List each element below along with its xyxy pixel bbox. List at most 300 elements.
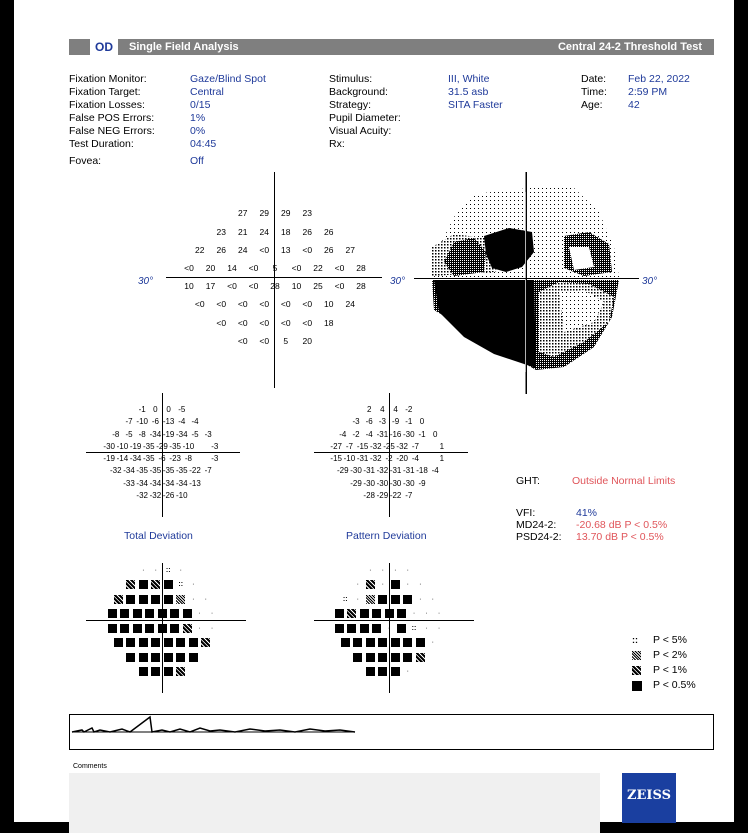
pattern-deviation-value: 1 [439, 454, 445, 464]
total-deviation-value: -34 [162, 478, 175, 488]
prob-solid-cell [378, 653, 387, 662]
total-deviation-value: -3 [204, 429, 212, 439]
eye-badge: OD [90, 39, 118, 55]
prob-solid-cell [164, 580, 173, 589]
comments-box[interactable] [69, 773, 600, 833]
total-deviation-value: -22 [189, 466, 201, 476]
threshold-value: 29 [281, 208, 291, 219]
total-deviation-value: -3 [211, 441, 219, 451]
prob-normal-cell: · [437, 624, 441, 632]
prob-solid-cell [366, 667, 375, 676]
prob-normal-cell: · [381, 566, 384, 574]
pattern-deviation-value: 4 [380, 404, 385, 414]
total-deviation-value: -32 [110, 466, 122, 476]
pattern-deviation-value: -25 [383, 441, 395, 451]
pattern-deviation-value: -30 [350, 466, 362, 476]
threshold-value: 26 [324, 226, 334, 237]
prob-solid-cell [391, 653, 400, 662]
psd-value: 13.70 dB P < 0.5% [576, 531, 664, 543]
pattern-deviation-value: -31 [389, 466, 402, 476]
prob-solid-cell [145, 609, 154, 618]
prob-solid-cell [164, 667, 173, 676]
threshold-value: <0 [302, 317, 313, 328]
prob-colon-cell: :: [342, 595, 348, 603]
pattern-deviation-value: -1 [405, 417, 413, 427]
prob-solid-cell [151, 653, 160, 662]
threshold-value: <0 [302, 244, 313, 255]
tdp-horizontal-axis [86, 620, 246, 621]
info-col2-labels [329, 73, 401, 151]
prob-normal-cell: · [192, 581, 195, 589]
info-col2-values [448, 73, 503, 112]
pattern-deviation-value: -6 [365, 417, 373, 427]
threshold-value: 22 [195, 244, 205, 255]
prob-solid-cell [164, 653, 173, 662]
prob-solid-cell [158, 624, 167, 633]
prob-solid-cell [108, 624, 117, 633]
prob-solid-cell [114, 638, 123, 647]
prob-solid-cell [164, 595, 173, 604]
pattern-deviation-value: -29 [350, 478, 362, 488]
total-deviation-value: 0 [153, 404, 158, 414]
prob-solid-cell [126, 653, 135, 662]
prob-solid-cell [335, 609, 344, 618]
total-deviation-value: -35 [169, 441, 181, 451]
prob-solid-cell [151, 638, 160, 647]
prob-normal-cell: · [198, 624, 201, 632]
prob-normal-cell: · [406, 566, 409, 574]
threshold-value: 20 [205, 262, 216, 273]
threshold-value: 24 [345, 299, 355, 310]
total-deviation-value: -3 [211, 454, 219, 464]
prob-normal-cell: · [387, 624, 391, 632]
threshold-value: <0 [280, 317, 291, 328]
pattern-deviation-value: -30 [389, 478, 402, 488]
ght-value: Outside Normal Limits [572, 475, 676, 487]
prob-solid-cell [151, 667, 160, 676]
threshold-value: <0 [280, 299, 291, 310]
total-deviation-value: -32 [136, 491, 148, 501]
prob-solid-cell [335, 624, 344, 633]
legend-checker-icon [632, 651, 641, 660]
total-deviation-value: -10 [136, 417, 148, 427]
pattern-deviation-value: -15 [356, 441, 369, 451]
prob-dense-cell [183, 624, 192, 633]
pattern-deviation-value: -32 [396, 441, 408, 451]
total-deviation-value: -6 [158, 454, 166, 464]
prob-solid-cell [189, 638, 198, 647]
threshold-value: <0 [334, 281, 345, 292]
threshold-value: 21 [238, 226, 248, 237]
total-deviation-value: -35 [162, 466, 175, 476]
prob-solid-cell [391, 638, 400, 647]
prob-solid-cell [164, 638, 173, 647]
total-deviation-value: -4 [191, 417, 199, 427]
threshold-value: 5 [272, 262, 278, 273]
info-label: False NEG Errors: [69, 125, 155, 137]
prob-solid-cell [139, 595, 148, 604]
threshold-value: <0 [291, 262, 302, 273]
info-label: Fixation Target: [69, 86, 141, 98]
prob-dense-cell [176, 667, 185, 676]
pattern-deviation-value: -7 [411, 441, 419, 451]
threshold-value: 23 [302, 208, 312, 219]
analysis-title: Single Field Analysis [129, 41, 239, 53]
total-deviation-value: -10 [182, 441, 195, 451]
legend-label: P < 1% [653, 664, 687, 676]
threshold-value: 26 [216, 244, 226, 255]
info-value: 1% [190, 112, 206, 124]
gaze-tracking-svg [70, 715, 713, 749]
info-label: Date: [581, 73, 607, 85]
info-label: Background: [329, 86, 388, 98]
total-deviation-value: -34 [176, 478, 188, 488]
vfi-value: 41% [576, 507, 598, 519]
legend-dots-icon: :: [632, 635, 638, 645]
pattern-deviation-value: 0 [432, 429, 438, 439]
total-deviation-value: -34 [123, 466, 135, 476]
threshold-value: 24 [238, 244, 248, 255]
greyscale-axis-label: 30° [390, 276, 406, 287]
prob-solid-cell [360, 609, 369, 618]
threshold-value: 5 [283, 335, 289, 346]
prob-dense-cell [201, 638, 210, 647]
pattern-deviation-value: -3 [378, 417, 386, 427]
threshold-value: 25 [313, 281, 323, 292]
total-deviation-value: -29 [156, 441, 168, 451]
total-deviation-value: -34 [136, 478, 148, 488]
info-label: Fixation Monitor: [69, 73, 147, 85]
pattern-deviation-value: -4 [339, 429, 347, 439]
prob-solid-cell [341, 638, 350, 647]
pattern-deviation-value: -2 [385, 454, 393, 464]
pd-horizontal-axis [314, 452, 468, 453]
threshold-value: <0 [259, 335, 270, 346]
threshold-value: 20 [302, 335, 312, 346]
info-value: III, White [448, 73, 490, 85]
pattern-deviation-value: -20 [396, 454, 408, 464]
info-label: Fovea: [69, 155, 102, 167]
prob-normal-cell: · [142, 566, 145, 574]
info-label: Rx: [329, 138, 345, 150]
prob-normal-cell: · [198, 610, 201, 618]
pattern-deviation-value: -32 [370, 454, 382, 464]
pattern-deviation-value: 2 [366, 404, 372, 414]
psd-label: PSD24-2: [516, 531, 562, 543]
pattern-deviation-value: -31 [363, 466, 375, 476]
threshold-value: <0 [216, 317, 227, 328]
prob-solid-cell [366, 653, 375, 662]
total-deviation-value: -13 [162, 417, 175, 427]
total-deviation-value: -26 [162, 491, 175, 501]
total-deviation-value: -19 [162, 429, 175, 439]
prob-dense-cell [366, 580, 375, 589]
prob-solid-cell [378, 595, 387, 604]
total-deviation-title: Total Deviation [124, 530, 193, 542]
total-deviation-value: 0 [166, 404, 171, 414]
legend-label: P < 0.5% [653, 679, 696, 691]
copyright-text: © Carl Zeiss Meditec, Inc. All rights reserved. [0, 713, 7, 813]
threshold-value: 26 [324, 244, 334, 255]
pattern-deviation-value: -31 [356, 454, 369, 464]
threshold-value: 27 [238, 208, 248, 219]
threshold-value: 26 [302, 226, 312, 237]
pattern-deviation-value: -30 [403, 429, 415, 439]
prob-solid-cell [183, 609, 192, 618]
total-deviation-value: -14 [116, 454, 129, 464]
pdp-horizontal-axis [314, 620, 474, 621]
pattern-deviation-value: -7 [405, 491, 413, 501]
total-deviation-value: -33 [123, 478, 135, 488]
prob-checker-cell [176, 595, 185, 604]
prob-solid-cell [403, 638, 412, 647]
threshold-value: <0 [259, 244, 270, 255]
threshold-value: 29 [259, 208, 269, 219]
prob-normal-cell: · [192, 595, 195, 603]
threshold-value: 10 [184, 281, 194, 292]
total-deviation-value: -13 [189, 478, 201, 488]
total-deviation-value: -8 [184, 454, 192, 464]
threshold-value: 28 [356, 281, 366, 292]
total-deviation-value: -4 [178, 417, 186, 427]
info-label: Fixation Losses: [69, 99, 145, 111]
total-deviation-value: -6 [151, 417, 159, 427]
threshold-value: <0 [248, 262, 259, 273]
pattern-deviation-value: -4 [365, 429, 373, 439]
total-deviation-value: -10 [176, 491, 188, 501]
prob-solid-cell [397, 624, 406, 633]
threshold-value: 23 [216, 226, 226, 237]
pattern-deviation-value: -2 [405, 404, 413, 414]
info-label: Time: [581, 86, 607, 98]
info-label: Test Duration: [69, 138, 134, 150]
pattern-deviation-value: -16 [389, 429, 402, 439]
prob-solid-cell [170, 609, 179, 618]
legend-solid-icon [632, 681, 642, 691]
prob-solid-cell [353, 653, 362, 662]
pattern-deviation-value: -4 [411, 454, 419, 464]
threshold-value: <0 [334, 262, 345, 273]
prob-solid-cell [133, 624, 142, 633]
prob-normal-cell: · [425, 610, 428, 618]
total-deviation-value: -7 [204, 466, 212, 476]
prob-solid-cell [126, 595, 135, 604]
prob-solid-cell [360, 624, 369, 633]
prob-solid-cell [366, 638, 375, 647]
threshold-value: 18 [281, 226, 291, 237]
info-value: Gaze/Blind Spot [190, 73, 266, 85]
pattern-deviation-value: 4 [393, 404, 398, 414]
info-value: 0/15 [190, 99, 211, 111]
td-horizontal-axis [86, 452, 240, 453]
total-deviation-value: -34 [176, 429, 188, 439]
threshold-axis-label: 30° [138, 276, 154, 287]
prob-normal-cell: · [431, 639, 434, 647]
total-deviation-value: -35 [143, 441, 155, 451]
threshold-value: 24 [259, 226, 269, 237]
prob-normal-cell: · [381, 581, 384, 589]
prob-solid-cell [189, 653, 198, 662]
prob-normal-cell: · [406, 581, 409, 589]
prob-solid-cell [372, 609, 381, 618]
prob-solid-cell [139, 638, 148, 647]
total-deviation-value: -35 [149, 466, 162, 476]
prob-normal-cell: · [425, 624, 428, 632]
zeiss-logo: ZEISS [622, 773, 676, 823]
info-label: Visual Acuity: [329, 125, 392, 137]
prob-solid-cell [347, 624, 356, 633]
total-deviation-value: -23 [169, 454, 181, 464]
threshold-value: <0 [237, 335, 248, 346]
total-deviation-value: -32 [149, 491, 162, 501]
prob-normal-cell: · [210, 610, 214, 618]
pattern-deviation-value: -7 [345, 441, 353, 451]
threshold-value: <0 [248, 281, 259, 292]
prob-solid-cell [176, 653, 185, 662]
prob-solid-cell [403, 653, 412, 662]
info-value: 2:59 PM [628, 86, 668, 98]
total-deviation-value: -34 [149, 429, 162, 439]
threshold-value: <0 [302, 299, 313, 310]
pattern-deviation-value: -4 [431, 466, 439, 476]
total-deviation-value: -35 [176, 466, 188, 476]
info-value: SITA Faster [448, 99, 503, 111]
total-deviation-value: -19 [103, 454, 115, 464]
vfi-label: VFI: [516, 507, 536, 519]
prob-solid-cell [385, 609, 394, 618]
pattern-deviation-value: -15 [330, 454, 342, 464]
prob-solid-cell [372, 624, 381, 633]
prob-dense-cell [151, 580, 160, 589]
prob-normal-cell: · [431, 595, 434, 603]
prob-normal-cell: · [154, 566, 157, 574]
prob-normal-cell: · [412, 610, 416, 618]
threshold-value: <0 [184, 262, 194, 273]
threshold-value: <0 [227, 281, 237, 292]
pattern-deviation-value: -32 [370, 441, 382, 451]
prob-solid-cell [391, 667, 400, 676]
prob-normal-cell: · [406, 668, 409, 676]
pattern-deviation-value: -30 [363, 478, 375, 488]
prob-normal-cell: · [179, 566, 182, 574]
total-deviation-value: -35 [136, 466, 148, 476]
info-value: 04:45 [190, 138, 217, 150]
prob-solid-cell [151, 595, 160, 604]
threshold-value: <0 [259, 299, 270, 310]
info-label: Stimulus: [329, 73, 373, 85]
prob-solid-cell [120, 624, 129, 633]
threshold-value: 28 [356, 262, 366, 273]
legend-label: P < 2% [653, 649, 687, 661]
prob-solid-cell [139, 653, 148, 662]
total-deviation-value: -35 [143, 454, 155, 464]
threshold-value: 28 [270, 281, 280, 292]
total-deviation-value: -10 [116, 441, 129, 451]
total-deviation-value: -1 [138, 404, 146, 414]
pattern-deviation-value: -10 [343, 454, 356, 464]
threshold-value: 10 [291, 281, 302, 292]
info-label: False POS Errors: [69, 112, 155, 124]
pattern-deviation-value: -29 [337, 466, 349, 476]
pattern-deviation-value: -2 [352, 429, 360, 439]
pattern-deviation-value: -30 [403, 478, 415, 488]
total-deviation-value: -8 [138, 429, 146, 439]
pattern-deviation-value: -29 [376, 491, 389, 501]
legend-dense-icon [632, 666, 641, 675]
prob-dense-cell [114, 595, 123, 604]
info-col3-labels [581, 73, 607, 112]
prob-solid-cell [378, 638, 387, 647]
info-value: 42 [628, 99, 640, 111]
gaze-tracking-strip [69, 714, 714, 750]
total-deviation-value: -5 [178, 404, 186, 414]
info-label: Pupil Diameter: [329, 112, 401, 124]
pattern-deviation-value: -22 [389, 491, 402, 501]
pattern-deviation-value: 1 [439, 441, 445, 451]
prob-normal-cell: · [356, 581, 359, 589]
threshold-value: <0 [237, 299, 248, 310]
info-value: Off [190, 155, 204, 167]
total-deviation-value: -5 [125, 429, 133, 439]
info-col1-values [190, 73, 266, 168]
prob-solid-cell [126, 638, 135, 647]
pattern-deviation-value: -31 [403, 466, 415, 476]
greyscale-axis-label: 30° [642, 276, 658, 287]
prob-solid-cell [145, 624, 154, 633]
prob-dense-cell [126, 580, 135, 589]
prob-solid-cell [176, 638, 185, 647]
pattern-deviation-value: -28 [363, 491, 375, 501]
prob-solid-cell [139, 667, 148, 676]
comments-label: Comments [73, 763, 107, 770]
prob-normal-cell: · [356, 595, 359, 603]
test-name: Central 24-2 Threshold Test [557, 41, 702, 53]
md-label: MD24-2: [516, 519, 557, 531]
info-value: Central [190, 86, 224, 98]
pattern-deviation-value: -9 [418, 478, 426, 488]
prob-solid-cell [133, 609, 142, 618]
info-col1-labels [69, 73, 155, 168]
prob-solid-cell [378, 667, 387, 676]
threshold-value: <0 [216, 299, 227, 310]
threshold-value: 27 [345, 244, 355, 255]
greyscale-vertical-axis [526, 172, 527, 394]
prob-dense-cell [347, 609, 356, 618]
prob-colon-cell: :: [165, 566, 171, 574]
info-value: 31.5 asb [448, 86, 489, 98]
threshold-value: 18 [324, 317, 334, 328]
prob-normal-cell: · [394, 566, 397, 574]
prob-normal-cell: · [437, 610, 441, 618]
total-deviation-value: -7 [125, 417, 133, 427]
pattern-deviation-value: -1 [418, 429, 426, 439]
threshold-value: 17 [205, 281, 216, 292]
pattern-deviation-value: 0 [419, 417, 425, 427]
prob-solid-cell [403, 595, 412, 604]
threshold-value: <0 [259, 317, 270, 328]
prob-solid-cell [158, 609, 167, 618]
pattern-deviation-value: -27 [330, 441, 342, 451]
prob-solid-cell [391, 595, 400, 604]
pattern-deviation-value: -31 [376, 429, 389, 439]
total-deviation-value: -5 [191, 429, 199, 439]
threshold-value: 14 [227, 262, 237, 273]
prob-normal-cell: · [419, 595, 422, 603]
prob-solid-cell [397, 609, 406, 618]
md-value: -20.68 dB P < 0.5% [576, 519, 668, 531]
prob-checker-cell [366, 595, 375, 604]
total-deviation-value: -34 [129, 454, 142, 464]
